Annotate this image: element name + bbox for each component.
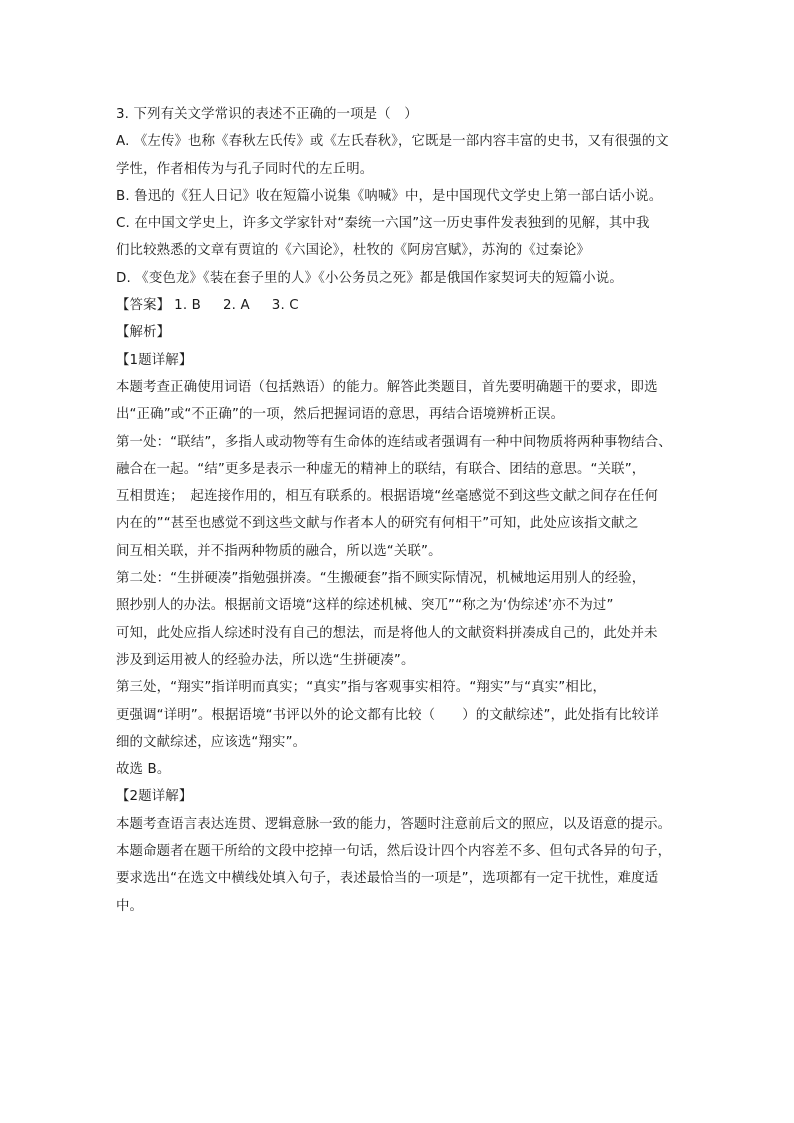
document-body — [116, 101, 696, 920]
answer-item-2: 2. A — [223, 298, 250, 314]
q2-line: 要求选出“在选文中横线处填入句子，表述最恰当的一项是”，选项都有一定干扰性，难度适 — [116, 871, 659, 887]
answer-line — [116, 292, 696, 319]
q1-line: 第二处：“生拼硬凑”指勉强拼凑。“生搬硬套”指不顾实际情况，机械地运用别人的经验， — [116, 571, 646, 587]
q1-line: 出“正确”或“不正确”的一项，然后把握词语的意思，再结合语境辨析正误。 — [116, 407, 565, 423]
question-3-option-b: B. 鲁迅的《狂人日记》收在短篇小说集《呐喊》中，是中国现代文学史上第一部白话小说。 — [116, 188, 663, 204]
answer-label: 【答案】 — [116, 298, 171, 314]
q2-detail-label: 【2题详解】 — [116, 789, 193, 805]
q2-line: 中。 — [116, 898, 144, 914]
q1-line: 第三处，“翔实”指详明而真实；“真实”指与客观事实相符。“翔实”与“真实”相比， — [116, 680, 606, 696]
q2-line: 本题命题者在题干所给的文段中挖掉一句话，然后设计四个内容差不多、但句式各异的句子， — [116, 844, 672, 860]
question-3-option-a-line-2: 学性，作者相传为与孔子同时代的左丘明。 — [116, 161, 374, 177]
q1-line: 内在的”“甚至也感觉不到这些文献与作者本人的研究有何相干”可知，此处应该指文献之 — [116, 516, 639, 532]
question-3-option-c-line-2: 们比较熟悉的文章有贾谊的《六国论》，杜牧的《阿房宫赋》，苏洵的《过秦论》 — [116, 243, 591, 259]
q1-line: 融合在一起。“结”更多是表示一种虚无的精神上的联结，有联合、团结的意思。“关联”， — [116, 461, 646, 477]
analysis-label: 【解析】 — [116, 325, 171, 341]
q1-line: 照抄别人的办法。根据前文语境“这样的综述机械、突兀”“称之为‘伪综述’亦不为过” — [116, 598, 614, 614]
q1-conclusion: 故选 B。 — [116, 762, 171, 778]
q1-line: 更强调“详明”。根据语境“书评以外的论文都有比较（ ）的文献综述”，此处指有比较详 — [116, 707, 659, 723]
q1-line: 间互相关联，并不指两种物质的融合，所以选“关联”。 — [116, 543, 442, 559]
q1-line: 本题考查正确使用词语（包括熟语）的能力。解答此类题目，首先要明确题干的要求，即选 — [116, 379, 658, 395]
q2-line: 本题考查语言表达连贯、逻辑意脉一致的能力，答题时注意前后文的照应，以及语意的提示。 — [116, 816, 672, 832]
q1-line: 可知，此处应指人综述时没有自己的想法，而是将他人的文献资料拼凑成自己的，此处并未 — [116, 625, 658, 641]
q1-line: 细的文献综述，应该选“翔实”。 — [116, 734, 307, 750]
question-3-option-d: D. 《变色龙》《装在套子里的人》《小公务员之死》都是俄国作家契诃夫的短篇小说。 — [116, 270, 623, 286]
q1-line: 互相贯连； 起连接作用的，相互有联系的。根据语境“丝毫感觉不到这些文献之间存在任何 — [116, 489, 659, 505]
q1-line: 涉及到运用被人的经验办法，所以选“生拼硬凑”。 — [116, 652, 415, 668]
question-3-option-c-line-1: C. 在中国文学史上，许多文学家针对“秦统一六国”这一历史事件发表独到的见解，其中我 — [116, 216, 650, 232]
question-3-option-a-line-1: A. 《左传》也称《春秋左氏传》或《左氏春秋》，它既是一部内容丰富的史书，又有很强的文 — [116, 134, 669, 150]
answer-item-1: 1. B — [174, 298, 201, 314]
answer-item-3: 3. C — [271, 298, 299, 314]
q1-detail-label: 【1题详解】 — [116, 352, 193, 368]
question-3-stem: 3. 下列有关文学常识的表述不正确的一项是（ ） — [116, 107, 418, 122]
q1-line: 第一处：“联结”，多指人或动物等有生命体的连结或者强调有一种中间物质将两种事物结合、 — [116, 434, 672, 450]
